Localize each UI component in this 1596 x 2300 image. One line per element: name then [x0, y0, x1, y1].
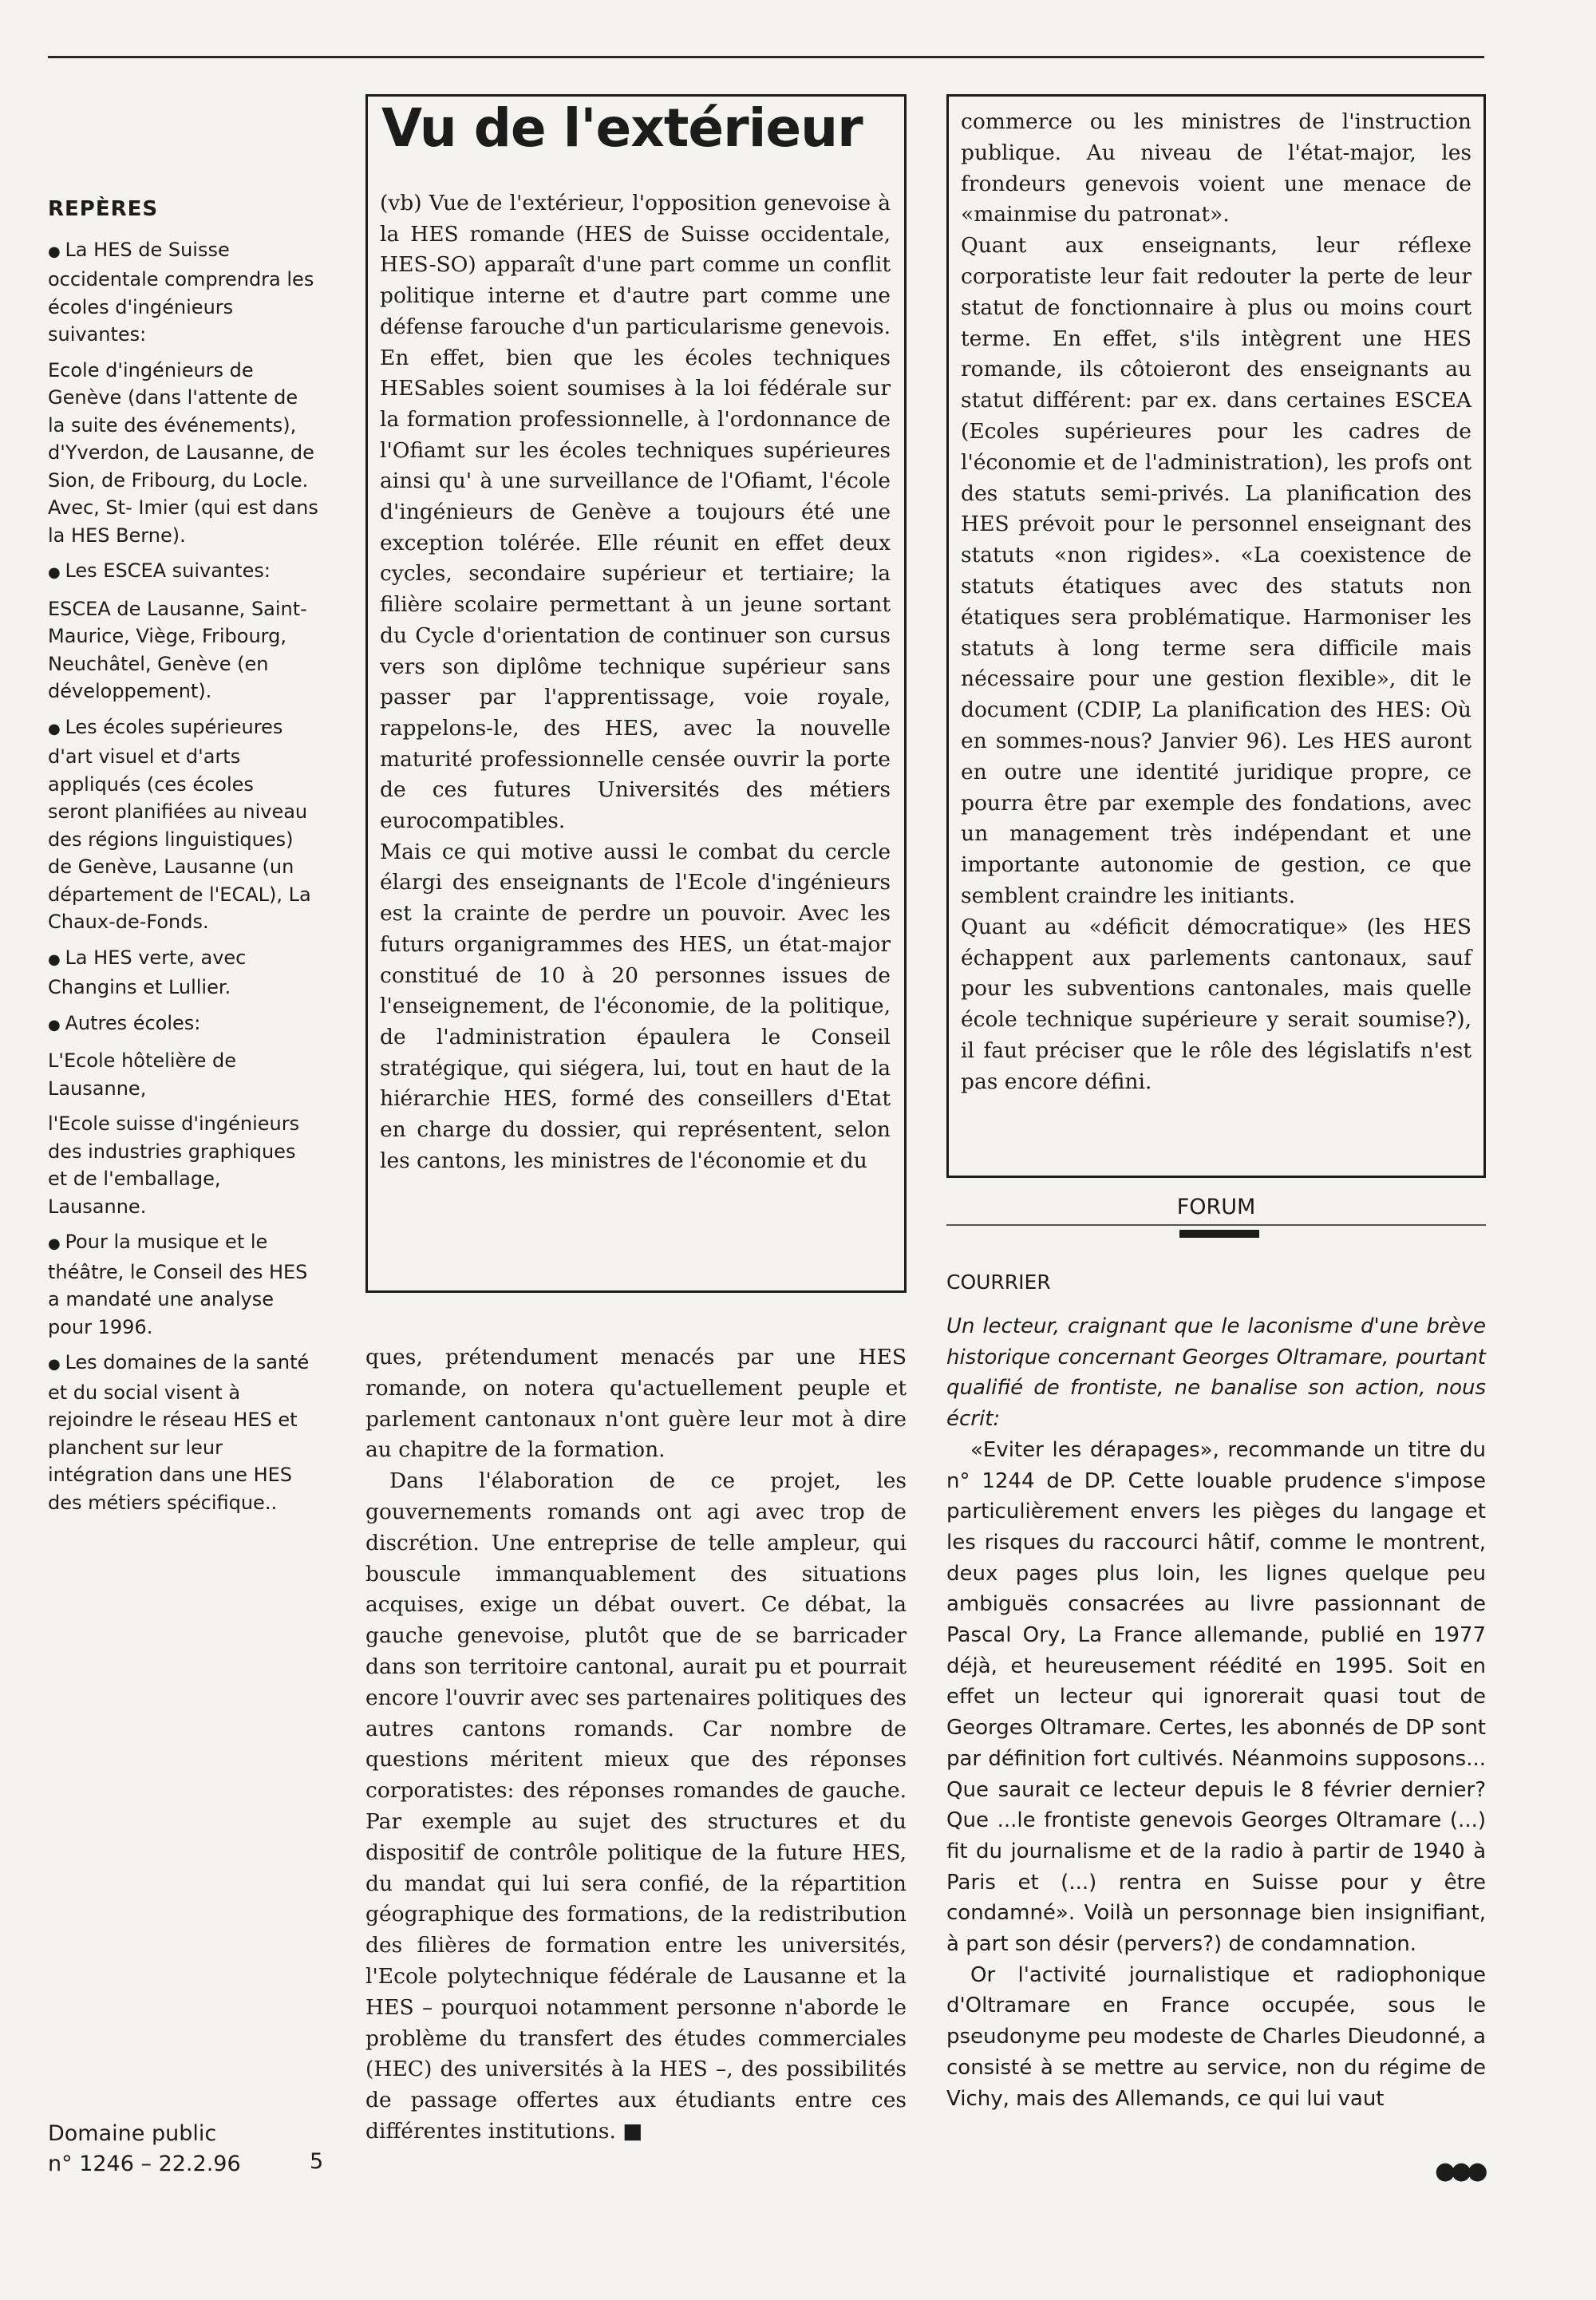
- letter-paragraph: Or l'activité journalistique et radiophonique d'Oltramare en France occupée, sous le pseudonyme peu modeste de Charles Dieudonné, a consisté à se mettre au service, non du régime de Vichy, mais des Allemands, ce qui lui vaut: [946, 1962, 1486, 2111]
- sidebar-item: ● Les domaines de la santé et du social visent à rejoindre le réseau HES et planchent sur leur intégration dans une HES des métiers spécifique..: [48, 1349, 319, 1516]
- top-rule: [48, 56, 1484, 58]
- sidebar-item: ● Pour la musique et le théâtre, le Conseil des HES a mandaté une analyse pour 1996.: [48, 1228, 319, 1341]
- sidebar-item: ● La HES verte, avec Changins et Lullier.: [48, 944, 319, 1002]
- article-paragraph: Quant aux enseignants, leur réflexe corporatiste leur fait redouter la perte de leur statut de fonctionnaire à plus ou moins court terme. En effet, s'ils intègrent une HES romande, ils côtoieront des enseignants au statut différent: par ex. dans certaines ESCEA (Ecoles supérieures pour les cadres de l'économie et de l'administration), les profs ont des statuts semi-privés. La planification des HES prévoit pour le personnel enseignant des statuts «non rigides». «La coexistence de statuts étatiques avec des statuts non étatiques sera problématique. Harmoniser les statuts à long terme sera difficile mais nécessaire pour une gestion flexible», dit le document (CDIP, La planification des HES: Où en sommes-nous? Janvier 96). Les HES auront en outre une identité juridique propre, ce pourra être par exemple des fondations, avec un management très indépendant et une importante autonomie de gestion, ce que semblent craindre les initiants.: [961, 233, 1472, 908]
- page-number: 5: [310, 2149, 324, 2174]
- article-paragraph: Dans l'élaboration de ce projet, les gouvernements romands ont agi avec trop de discrétion. Une entreprise de telle ampleur, qui bouscule immanquablement des situations acquises, exige un débat ouvert. Ce débat, la gauche genevoise, plutôt que de se barricader dans son territoire cantonal, aurait pu et pourrait encore l'ouvrir avec ses partenaires politiques des autres cantons romands. Car nombre de questions méritent mieux que des réponses corporatistes: des réponses romandes de gauche. Par exemple au sujet des structures et du dispositif de contrôle politique de la future HES, du mandat qui lui sera confié, de la répartition géographique des formations, de la redistribution des filières de formation entre les universités, l'Ecole polytechnique fédérale de Lausanne et la HES – pourquoi notamment personne n'aborde le problème du transfert des études commerciales (HEC) des universités à la HES –, des possibilités de passage offertes aux étudiants entre ces différentes institutions. ■: [365, 1468, 907, 2144]
- article-paragraph: ques, prétendument menacés par une HES romande, on notera qu'actuellement peuple et parlement cantonaux n'ont guère leur mot à dire au chapitre de la formation.: [365, 1345, 907, 1463]
- forum-rule: [946, 1224, 1486, 1226]
- sidebar-item: ● Les ESCEA suivantes:: [48, 557, 319, 587]
- issue-date: n° 1246 – 22.2.96: [48, 2152, 241, 2176]
- letter-column: [946, 1311, 1486, 2114]
- sidebar-item: ESCEA de Lausanne, Saint-Maurice, Viège, Fribourg, Neuchâtel, Genève (en développement).: [48, 597, 307, 702]
- publication-name: Domaine public: [48, 2121, 217, 2146]
- sidebar-item: L'Ecole hôtelière de Lausanne,: [48, 1049, 236, 1100]
- article-title: Vu de l'extérieur: [381, 97, 863, 159]
- article-paragraph: commerce ou les ministres de l'instruction publique. Au niveau de l'état-major, les frondeurs genevois voient une menace de «mainmise du patronat».: [961, 109, 1472, 227]
- publication-footer: [48, 2119, 241, 2179]
- article-box-column-2: [961, 107, 1472, 1098]
- reperes-sidebar: [48, 196, 319, 1524]
- sidebar-item: ● Autres écoles:: [48, 1010, 319, 1040]
- sidebar-item: ● Les écoles supérieures d'art visuel et d'arts appliqués (ces écoles seront planifiées au niveau des régions linguistiques) de Genève, Lausanne (un département de l'ECAL), La Chaux-de-Fonds.: [48, 713, 319, 936]
- article-continuation: [365, 1342, 907, 2148]
- letter-paragraph: «Eviter les dérapages», recommande un titre du n° 1244 de DP. Cette louable prudence s'impose particulièrement envers les pièges du langage et les risques du raccourci hâtif, comme le montrent, deux pages plus loin, les lignes quelque peu ambiguës consacrées au livre passionnant de Pascal Ory, La France allemande, publié en 1977 déjà, et heureusement réédité en 1995. Soit en effet un lecteur qui ignorerait quasi tout de Georges Oltramare. Certes, les abonnés de DP sont par définition fort cultivés. Néanmoins supposons... Que saurait ce lecteur depuis le 8 février dernier? Que ...le frontiste genevois Georges Oltramare (...) fit du journalisme et de la radio à partir de 1940 à Paris et (...) rentra en Suisse pour y être condamné». Voilà un personnage bien insignifiant, à part son désir (pervers?) de condamnation.: [946, 1437, 1486, 1957]
- continued-mark: ●●●: [1435, 2157, 1483, 2185]
- sidebar-item: Ecole d'ingénieurs de Genève (dans l'attente de la suite des événements), d'Yverdon, de Lausanne, de Sion, de Fribourg, du Locle. Avec, St- Imier (qui est dans la HES Berne).: [48, 358, 318, 547]
- forum-bar: [1179, 1230, 1259, 1238]
- article-paragraph: Mais ce qui motive aussi le combat du cercle élargi des enseignants de l'Ecole d'ingénieurs est la crainte de perdre un pouvoir. Avec les futurs organigrammes des HES, un état-major constitué de 10 à 20 personnes issues de l'enseignement, de l'économie, de la politique, de l'administration épaulera le Conseil stratégique, qui siégera, lui, tout en haut de la hiérarchie HES, formé des conseillers d'Etat en charge du dossier, qui représentent, selon les cantons, les ministres de l'économie et du: [380, 839, 891, 1173]
- article-box-column-1: [380, 188, 891, 1177]
- sidebar-item: l'Ecole suisse d'ingénieurs des industries graphiques et de l'emballage, Lausanne.: [48, 1112, 300, 1218]
- sidebar-item: ● La HES de Suisse occidentale comprendra les écoles d'ingénieurs suivantes:: [48, 236, 319, 349]
- letter-intro: Un lecteur, craignant que le laconisme d'une brève historique concernant Georges Oltramare, pourtant qualifié de frontiste, ne banalise son action, nous écrit:: [946, 1314, 1486, 1432]
- forum-section-label: FORUM: [1176, 1195, 1256, 1219]
- courrier-rubric: COURRIER: [946, 1271, 1051, 1294]
- article-paragraph: Quant au «déficit démocratique» (les HES échappent aux parlements cantonaux, sauf pour les subventions cantonales, mais quelle école technique supérieure y serait soumise?), il faut préciser que le rôle des législatifs n'est pas encore défini.: [961, 914, 1472, 1094]
- article-paragraph: (vb) Vue de l'extérieur, l'opposition genevoise à la HES romande (HES de Suisse occidentale, HES-SO) apparaît d'une part comme un conflit politique interne et d'autre part comme une défense farouche d'un particularisme genevois. En effet, bien que les écoles techniques HESables soient soumises à la loi fédérale sur la formation professionnelle, à l'ordonnance de l'Ofiamt sur les écoles techniques supérieures ainsi qu' à une surveillance de l'Ofiamt, l'école d'ingénieurs de Genève a toujours été une exception tolérée. Elle réunit en effet deux cycles, secondaire supérieur et tertiaire; la filière scolaire permettant à un jeune sortant du Cycle d'orientation de continuer son cursus vers son diplôme technique supérieur sans passer par l'apprentissage, voie royale, rappelons-le, des HES, avec la nouvelle maturité professionnelle censée ouvrir la porte de ces futures Universités des métiers eurocompatibles.: [380, 191, 891, 834]
- sidebar-title: REPÈRES: [48, 197, 159, 221]
